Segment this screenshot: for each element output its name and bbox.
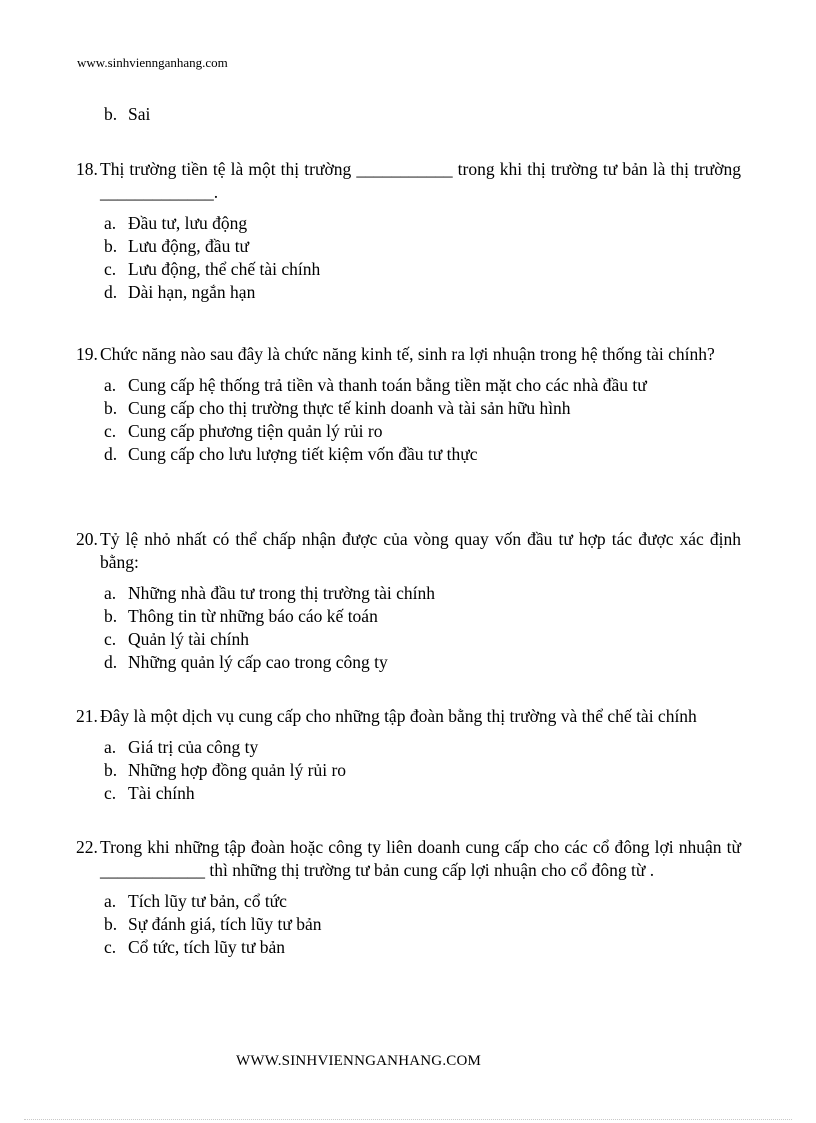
question-19: [76, 343, 741, 466]
question-20: [76, 528, 741, 674]
page-bottom-divider: [24, 1119, 792, 1120]
question-number: 21.: [76, 706, 98, 726]
question-22: [76, 836, 741, 959]
option-c: c. Tài chính: [104, 783, 195, 803]
question-number: 20.: [76, 529, 98, 549]
option-b: b. Lưu động, đầu tư: [104, 236, 250, 256]
question-text: Tỷ lệ nhỏ nhất có thể chấp nhận được của vòng quay vốn đầu tư hợp tác được xác định bằng:: [100, 529, 741, 572]
option-a: a. Tích lũy tư bản, cổ tức: [104, 891, 287, 911]
question-number: 22.: [76, 837, 98, 857]
carried-over-option: [104, 104, 150, 125]
question-18: [76, 158, 741, 304]
question-text: Thị trường tiền tệ là một thị trường ___________ trong khi thị trường tư bản là thị trường _____________.: [100, 159, 741, 202]
option-a: a. Cung cấp hệ thống trả tiền và thanh toán bằng tiền mặt cho các nhà đầu tư: [104, 375, 647, 395]
question-text: Đây là một dịch vụ cung cấp cho những tập đoàn bằng thị trường và thể chế tài chính: [100, 706, 697, 726]
option-text: Sai: [128, 104, 151, 124]
question-text: Trong khi những tập đoàn hoặc công ty liên doanh cung cấp cho các cổ đông lợi nhuận từ ____________ thì những thị trường tư bản cung cấp lợi nhuận cho cổ đông từ .: [100, 837, 741, 880]
option-d: d. Cung cấp cho lưu lượng tiết kiệm vốn đầu tư thực: [104, 444, 478, 464]
option-a: a. Những nhà đầu tư trong thị trường tài chính: [104, 583, 435, 603]
page-header-url: www.sinhviennganhang.com: [77, 55, 228, 70]
page-footer-url: WWW.SINHVIENNGANHANG.COM: [236, 1053, 482, 1069]
option-a: a. Giá trị của công ty: [104, 737, 259, 757]
question-21: [76, 705, 741, 805]
option-c: c. Cung cấp phương tiện quản lý rủi ro: [104, 421, 383, 441]
option-letter: b.: [104, 104, 118, 124]
option-d: d. Những quản lý cấp cao trong công ty: [104, 652, 388, 672]
option-b: b. Những hợp đồng quản lý rủi ro: [104, 760, 347, 780]
option-c: c. Lưu động, thể chế tài chính: [104, 259, 321, 279]
question-number: 18.: [76, 159, 98, 179]
option-c: c. Quản lý tài chính: [104, 629, 250, 649]
question-number: 19.: [76, 344, 98, 364]
option-b: b. Cung cấp cho thị trường thực tế kinh doanh và tài sản hữu hình: [104, 398, 571, 418]
option-b: b. Sự đánh giá, tích lũy tư bản: [104, 914, 322, 934]
question-text: Chức năng nào sau đây là chức năng kinh tế, sinh ra lợi nhuận trong hệ thống tài chính?: [100, 344, 715, 364]
option-d: d. Dài hạn, ngắn hạn: [104, 282, 256, 302]
option-c: c. Cổ tức, tích lũy tư bản: [104, 937, 286, 957]
option-b: b. Thông tin từ những báo cáo kế toán: [104, 606, 378, 626]
option-a: a. Đầu tư, lưu động: [104, 213, 248, 233]
